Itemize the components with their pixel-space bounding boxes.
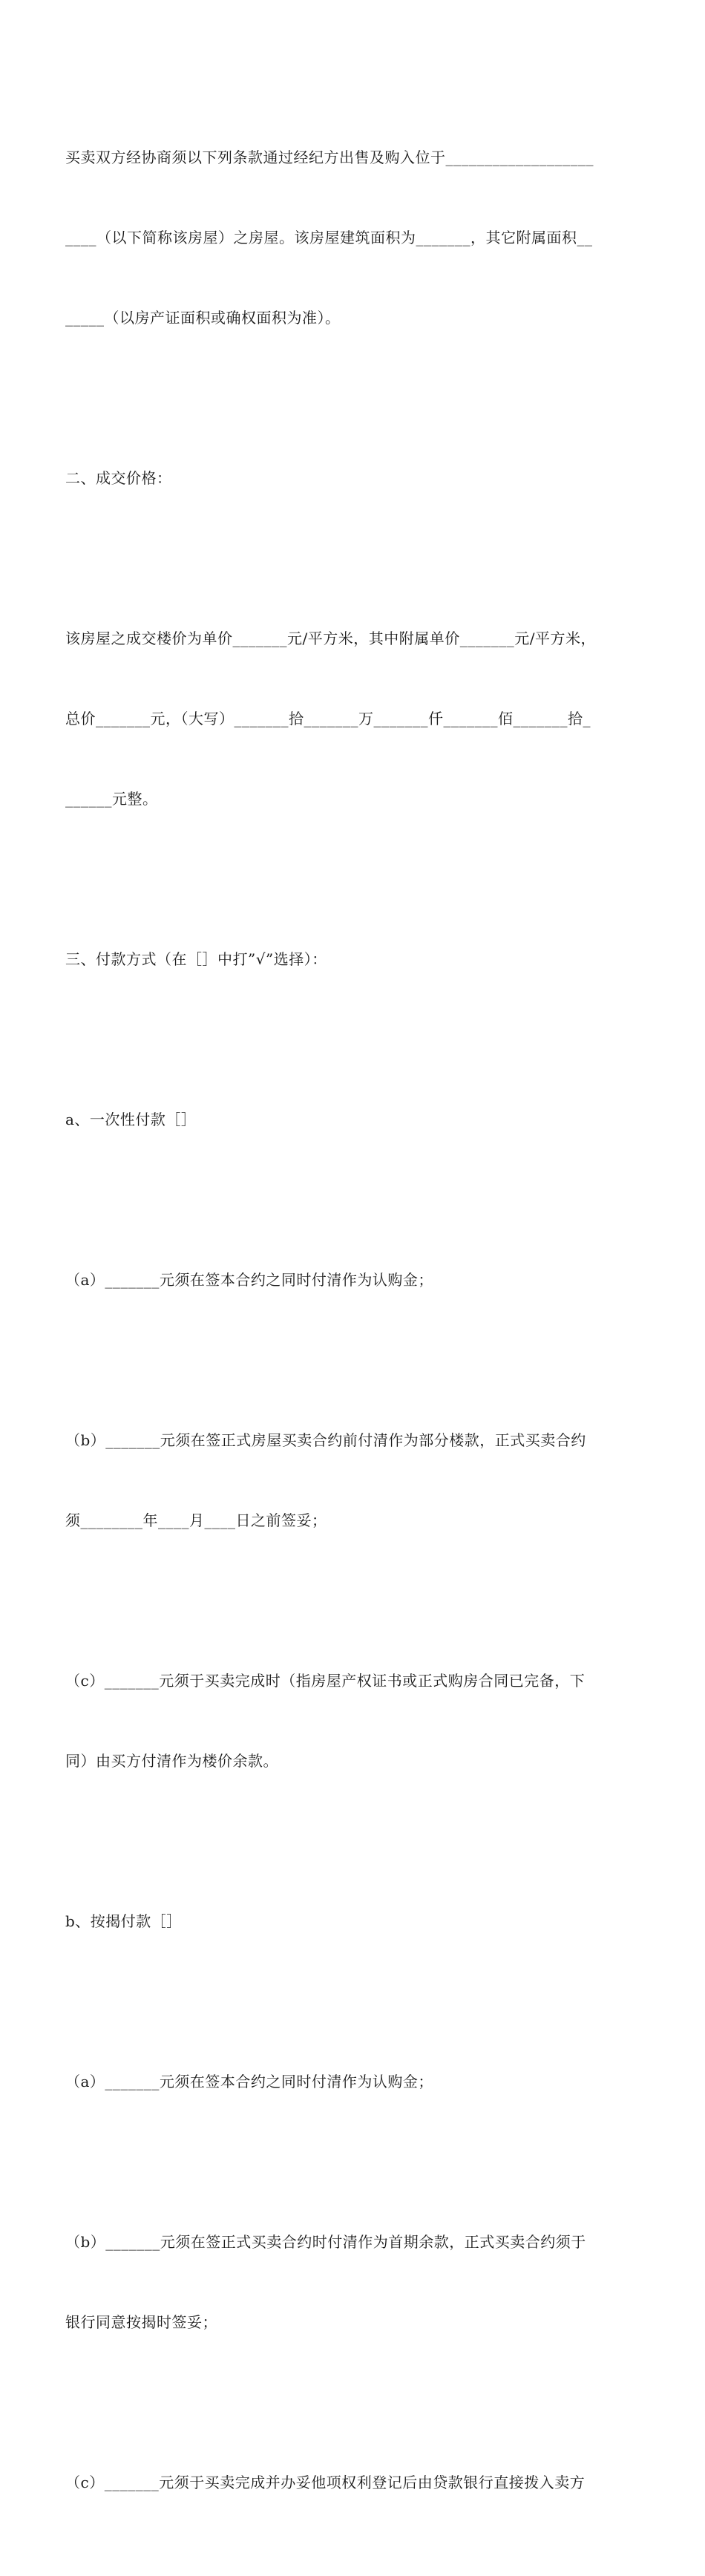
price-paragraph bbox=[65, 572, 641, 866]
text-line: 买卖双方经协商须以下列条款通过经纪方出售及购入位于___________________ bbox=[65, 148, 594, 166]
text-line: （b）_______元须在签正式房屋买卖合约前付清作为部分楼款，正式买卖合约 bbox=[65, 1431, 586, 1449]
option-lump-sum bbox=[65, 1053, 641, 1186]
text-line: ______元整。 bbox=[65, 790, 158, 808]
option-mortgage bbox=[65, 1854, 641, 1988]
text-line: （b）_______元须在签正式买卖合约时付清作为首期余款，正式买卖合约须于 bbox=[65, 2233, 586, 2251]
text-line: 银行同意按揭时签妥； bbox=[65, 2313, 217, 2331]
mortgage-item-c bbox=[65, 2416, 641, 2549]
document-page bbox=[65, 91, 641, 2576]
text-line: b、按揭付款［］ bbox=[65, 1912, 182, 1930]
text-line: a、一次性付款［］ bbox=[65, 1111, 197, 1128]
text-line: （c）_______元须于买卖完成时（指房屋产权证书或正式购房合同已完备，下 bbox=[65, 1672, 586, 1690]
text-line: ____（以下简称该房屋）之房屋。该房屋建筑面积为_______，其它附属面积__ bbox=[65, 229, 593, 246]
section-heading-price bbox=[65, 411, 641, 545]
text-line: 三、付款方式（在［］中打”√”选择）： bbox=[65, 950, 327, 968]
text-line: （c）_______元须于买卖完成并办妥他项权利登记后由贷款银行直接拨入卖方 bbox=[65, 2474, 586, 2491]
section-heading-payment bbox=[65, 892, 641, 1026]
text-line: 同）由买方付清作为楼价余款。 bbox=[65, 1752, 278, 1770]
lump-sum-item-b bbox=[65, 1373, 641, 1587]
mortgage-item-a bbox=[65, 2015, 641, 2148]
text-line: 总价_______元，（大写）_______拾_______万_______仟_______佰_______拾_ bbox=[65, 710, 591, 728]
text-line: _____（以房产证面积或确权面积为准）。 bbox=[65, 309, 341, 327]
text-line: 须________年____月____日之前签妥； bbox=[65, 1511, 327, 1529]
text-line: （a）_______元须在签本合约之同时付清作为认购金； bbox=[65, 1271, 433, 1289]
text-line: （a）_______元须在签本合约之同时付清作为认购金； bbox=[65, 2073, 433, 2090]
mortgage-item-b bbox=[65, 2175, 641, 2389]
text-line: 该房屋之成交楼价为单价_______元/平方米，其中附属单价_______元/平方米， bbox=[65, 630, 596, 647]
text-line: 二、成交价格： bbox=[65, 469, 172, 487]
lump-sum-item-c bbox=[65, 1614, 641, 1828]
lump-sum-item-a bbox=[65, 1213, 641, 1347]
intro-paragraph bbox=[65, 91, 641, 385]
